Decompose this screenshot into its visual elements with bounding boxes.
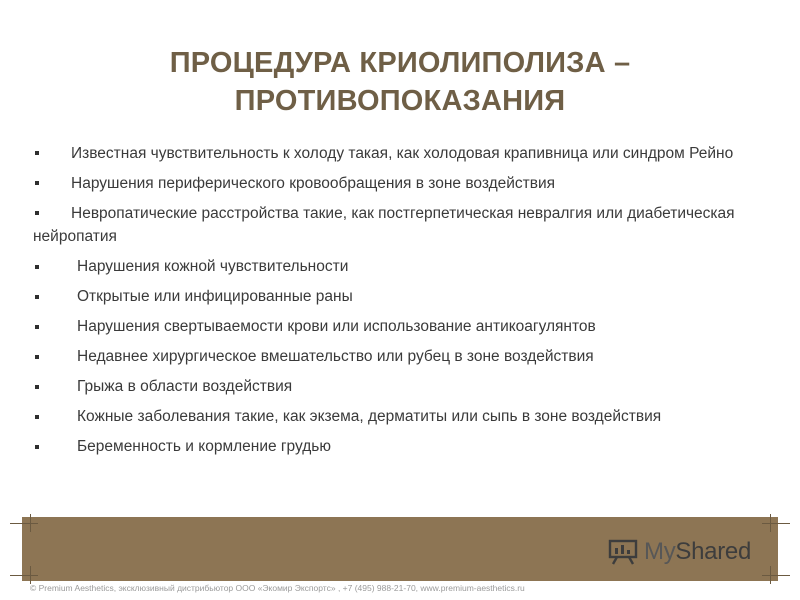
bullet-icon bbox=[35, 151, 39, 155]
corner-line bbox=[762, 523, 790, 524]
bullet-icon bbox=[35, 265, 39, 269]
copyright-footer: © Premium Aesthetics, эксклюзивный дистрибьютор ООО «Экомир Экспортс» , +7 (495) 988-21-70, www.premium-aesthetics.ru bbox=[30, 583, 525, 593]
corner-line bbox=[30, 514, 31, 532]
bullet-icon bbox=[35, 385, 39, 389]
list-item: Беременность и кормление грудью bbox=[33, 435, 773, 458]
myshared-logo-text: MyShared bbox=[644, 538, 751, 565]
presentation-board-icon bbox=[608, 539, 638, 565]
contraindications-list bbox=[33, 142, 773, 458]
list-item: Грыжа в области воздействия bbox=[33, 375, 773, 398]
list-item: Известная чувствительность к холоду такая, как холодовая крапивница или синдром Рейно bbox=[33, 142, 773, 165]
corner-line bbox=[770, 566, 771, 584]
list-item: Нарушения кожной чувствительности bbox=[33, 255, 773, 278]
corner-line bbox=[762, 575, 790, 576]
list-item: Нарушения свертываемости крови или использование антикоагулянтов bbox=[33, 315, 773, 338]
list-item: Открытые или инфицированные раны bbox=[33, 285, 773, 308]
list-item: Недавнее хирургическое вмешательство или рубец в зоне воздействия bbox=[33, 345, 773, 368]
bullet-icon bbox=[35, 211, 39, 215]
list-item: Невропатические расстройства такие, как постгерпетическая невралгия или диабетическая нейропатия bbox=[33, 205, 735, 245]
bullet-icon bbox=[35, 355, 39, 359]
corner-line bbox=[770, 514, 771, 532]
bullet-icon bbox=[35, 445, 39, 449]
bullet-icon bbox=[35, 415, 39, 419]
corner-line bbox=[10, 575, 38, 576]
slide-title bbox=[0, 44, 800, 120]
bullet-icon bbox=[35, 295, 39, 299]
list-item: Нарушения периферического кровообращения в зоне воздействия bbox=[33, 172, 773, 195]
title-line-2: ПРОТИВОПОКАЗАНИЯ bbox=[234, 85, 566, 117]
corner-line bbox=[30, 566, 31, 584]
corner-line bbox=[10, 523, 38, 524]
myshared-watermark bbox=[608, 536, 751, 568]
title-line-1: ПРОЦЕДУРА КРИОЛИПОЛИЗА – bbox=[169, 47, 631, 79]
list-item: Кожные заболевания такие, как экзема, дерматиты или сыпь в зоне воздействия bbox=[33, 405, 773, 428]
bullet-icon bbox=[35, 181, 39, 185]
bullet-icon bbox=[35, 325, 39, 329]
